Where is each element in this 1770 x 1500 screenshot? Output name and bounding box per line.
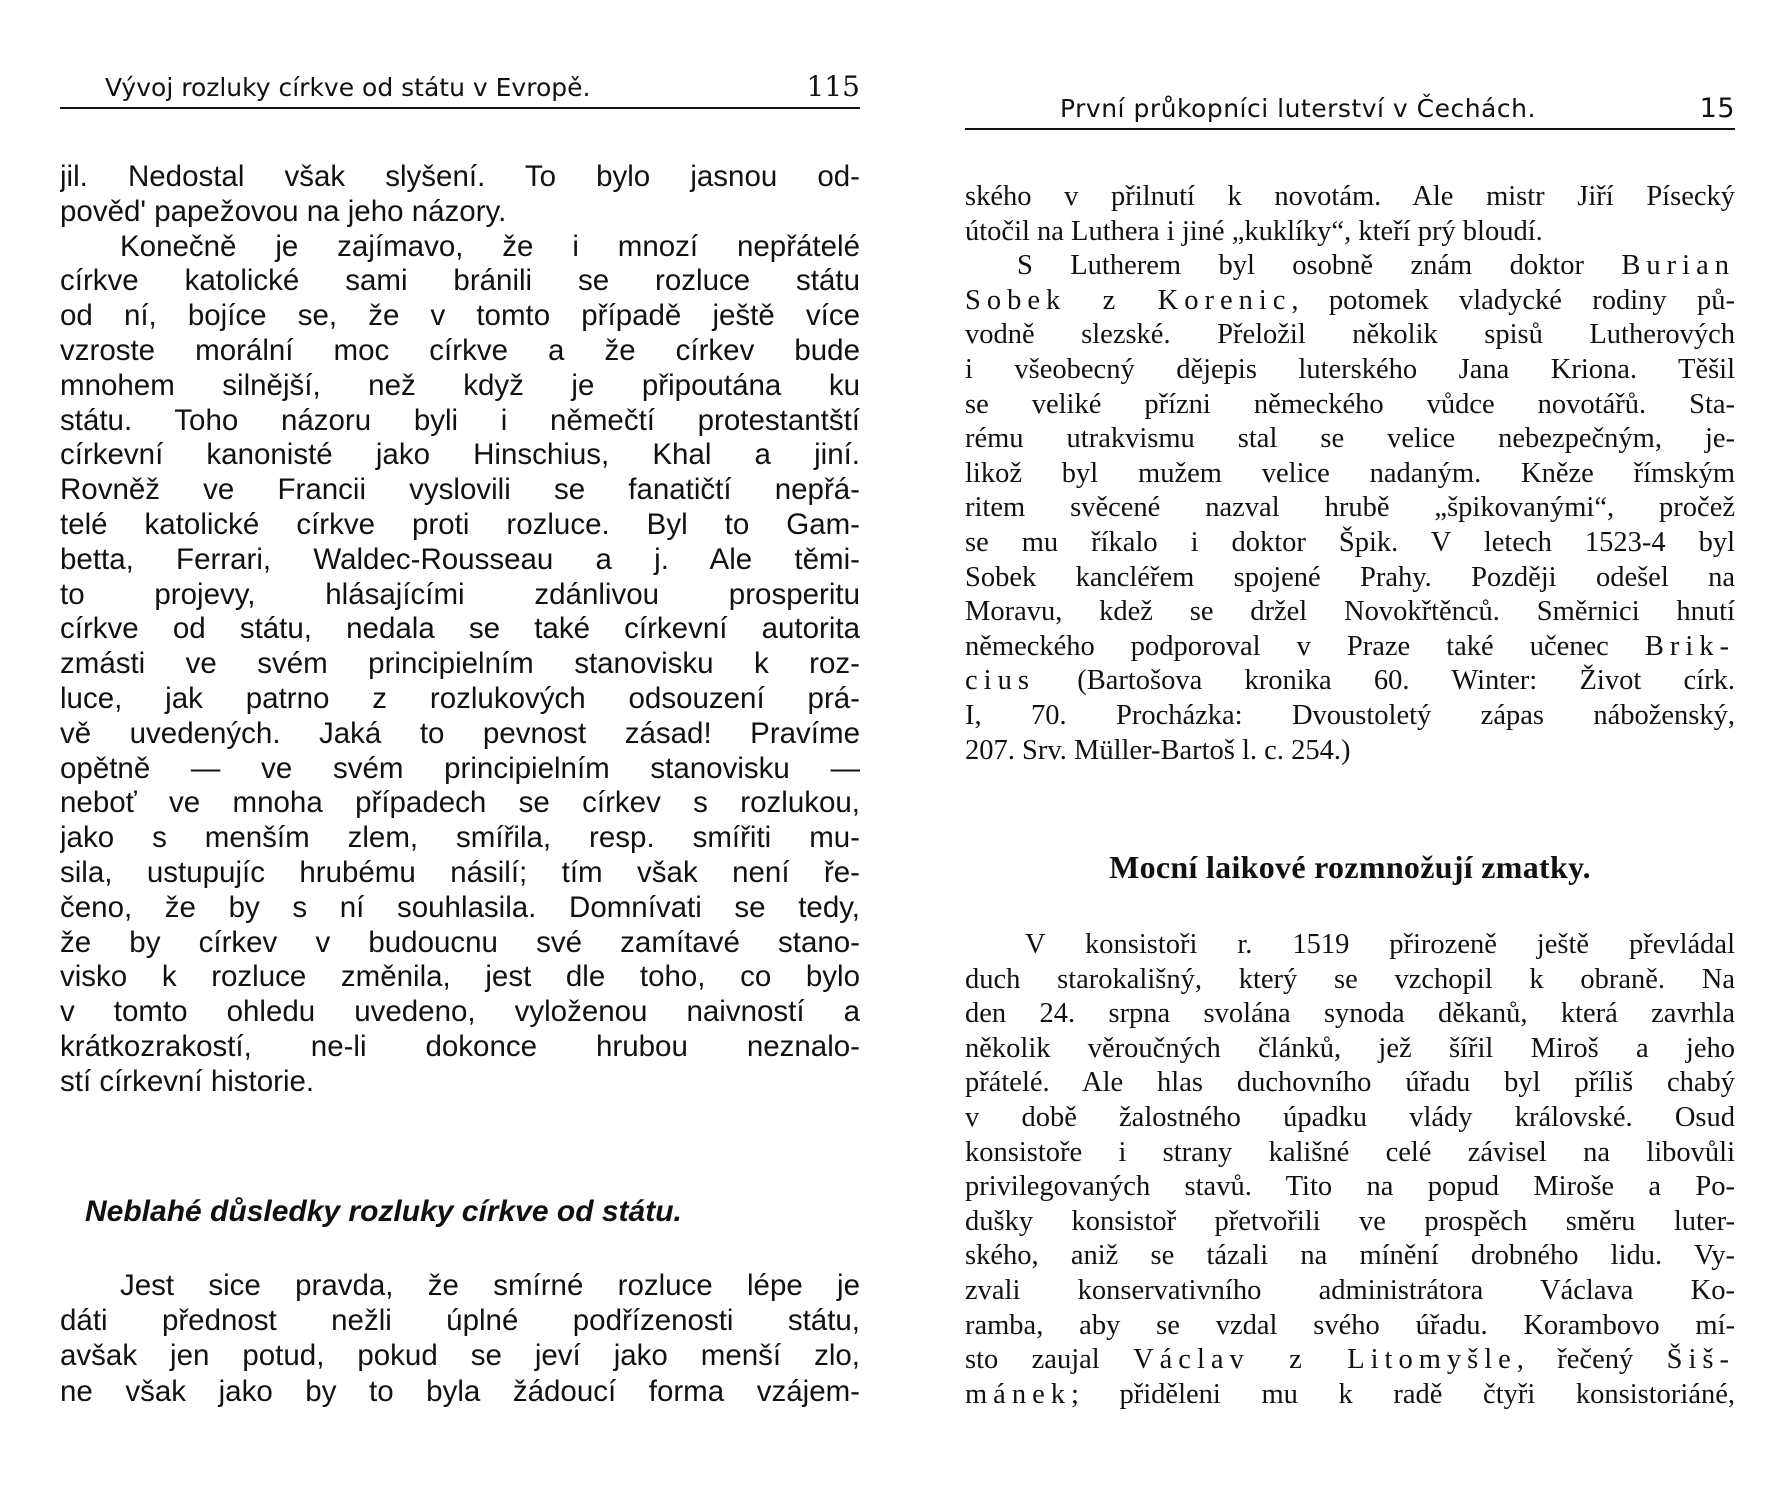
- text-line: Moravu, kdež se držel Novokřtěnců. Směrnici hnutí: [965, 596, 1735, 628]
- text-line: I, 70. Procházka: Dvoustoletý zápas náboženský,: [965, 699, 1735, 731]
- text-run: , potomek vladycké rodiny pů-: [1291, 284, 1735, 316]
- body-text-left: [60, 160, 860, 1100]
- text-run: , řečený: [1516, 1344, 1667, 1376]
- text-line: sila, ustupujíc hrubému násilí; tím však není ře-: [60, 855, 860, 889]
- text-line: ne však jako by to byla žádoucí forma vzájem-: [60, 1374, 860, 1408]
- text-line: i všeobecný dějepis luterského Jana Kriona. Těšil: [965, 353, 1735, 385]
- text-line: čeno, že by s ní souhlasila. Domnívati se tedy,: [60, 890, 860, 924]
- text-line: 207. Srv. Müller-Bartoš l. c. 254.): [965, 734, 1351, 766]
- text-line: luce, jak patrno z rozlukových odsouzení prá-: [60, 681, 860, 715]
- text-run: německého podporoval v Praze také učenec: [965, 630, 1645, 662]
- text-line: ramba, aby se vzdal svého úřadu. Korambovo mí-: [965, 1309, 1735, 1341]
- text-line: jil. Nedostal však slyšení. To bylo jasnou od-: [60, 160, 860, 193]
- person-name: Brik-: [1644, 630, 1735, 662]
- person-name: Šiš-: [1666, 1344, 1735, 1376]
- text-line: církve katolické sami bránili se rozluce státu: [60, 264, 860, 298]
- person-name: Burian: [1621, 250, 1735, 282]
- person-name: mánek: [965, 1378, 1071, 1410]
- text-line: několik věroučných článků, jež šířil Miroš a jeho: [965, 1032, 1735, 1064]
- text-line: v době žalostného úpadku vlády královské. Osud: [965, 1101, 1735, 1133]
- text-line: ského v přilnutí k novotám. Ale mistr Jiří Písecký: [965, 181, 1735, 212]
- running-head-right: [965, 93, 1735, 130]
- left-page: [60, 0, 860, 1500]
- text-run: S Lutherem byl osobně znám doktor: [1017, 250, 1622, 282]
- text-line: [965, 1343, 1735, 1378]
- text-line: stí církevní historie.: [60, 1064, 315, 1098]
- text-line: jako s menším zlem, smířila, resp. smířiti mu-: [60, 821, 860, 855]
- text-run: (Bartošova kronika 60. Winter: Život círk.: [1034, 665, 1735, 697]
- text-run: sto zaujal: [965, 1344, 1134, 1376]
- text-line: [965, 1378, 1735, 1413]
- text-line: to projevy, hlásajícími zdánlivou prosperitu: [60, 577, 860, 611]
- text-line: církevní kanonisté jako Hinschius, Khal a jiní.: [60, 438, 860, 472]
- text-line: vodně slezské. Přeložil několik spisů Lutherových: [965, 319, 1735, 351]
- text-line: [965, 664, 1735, 699]
- text-line: [965, 630, 1735, 665]
- text-line: Rovněž ve Francii vyslovili se fanatičtí nepřá-: [60, 473, 860, 507]
- body-text-left-continued: [60, 1268, 860, 1409]
- text-line: visko k rozluce změnila, jest dle toho, co bylo: [60, 960, 860, 994]
- text-line: od ní, bojíce se, že v tomto případě ještě více: [60, 299, 860, 333]
- text-line: že by církev v budoucnu své zamítavé stano-: [60, 925, 860, 959]
- person-name: cius: [965, 665, 1035, 697]
- text-line: privilegovaných stavů. Tito na popud Miroše a Po-: [965, 1171, 1735, 1203]
- text-line: vzroste morální moc církve a že církev bude: [60, 333, 860, 367]
- text-line: přátelé. Ale hlas duchovního úřadu byl příliš chabý: [965, 1067, 1735, 1099]
- text-line: betta, Ferrari, Waldec-Rousseau a j. Ale těmi-: [60, 542, 860, 576]
- text-line: vě uvedených. Jaká to pevnost zásad! Pravíme: [60, 716, 860, 750]
- text-line: rému utrakvismu stal se velice nebezpečným, je-: [965, 423, 1735, 455]
- body-text-right-continued: [965, 928, 1735, 1412]
- text-line: likož byl mužem velice nadaným. Kněze římským: [965, 457, 1735, 489]
- text-line: [965, 249, 1735, 284]
- text-line: útočil na Luthera i jiné „kuklíky“, kteří prý bloudí.: [965, 215, 1543, 247]
- text-line: státu. Toho názoru byli i němečtí protestantští: [60, 403, 860, 437]
- section-heading: Neblahé důsledky rozluky církve od státu.: [85, 1195, 682, 1228]
- text-line: zvali konservativního administrátora Václava Ko-: [965, 1274, 1735, 1306]
- text-line: se veliké přízni německého vůdce novotářů. Sta-: [965, 388, 1735, 420]
- text-line: Sobek kancléřem spojené Prahy. Později odešel na: [965, 561, 1735, 593]
- text-line: opětně — ve svém principielním stanovisku —: [60, 751, 860, 785]
- section-heading: Mocní laikové rozmnožují zmatky.: [1109, 849, 1591, 885]
- person-name: Sobek z Korenic: [965, 284, 1292, 316]
- text-line: telé katolické církve proti rozluce. Byl to Gam-: [60, 507, 860, 541]
- text-line: neboť ve mnoha případech se církev s rozlukou,: [60, 786, 860, 820]
- page-number: 115: [806, 70, 860, 103]
- body-text-right: [965, 180, 1735, 768]
- running-head-left: [60, 70, 860, 109]
- text-line: zmásti ve svém principielním stanovisku k roz-: [60, 647, 860, 681]
- page-number: 15: [1699, 93, 1735, 124]
- running-head-title: První průkopníci luterství v Čechách.: [1060, 94, 1536, 123]
- text-line: krátkozrakostí, ne-li dokonce hrubou neznalo-: [60, 1029, 860, 1063]
- text-line: ského, aniž se tázali na mínění drobného lidu. Vy-: [965, 1240, 1735, 1272]
- text-line: v tomto ohledu uvedeno, vyloženou naivností a: [60, 995, 860, 1029]
- person-name: Václav z Litomyšle: [1133, 1344, 1517, 1376]
- text-line: V konsistoři r. 1519 přirozeně ještě převládal: [1025, 929, 1735, 960]
- right-page: [965, 0, 1735, 1500]
- text-line: ritem svěcené nazval hrubě „špikovanými“, pročež: [965, 492, 1735, 524]
- text-line: mnohem silnější, než když je připoutána ku: [60, 368, 860, 402]
- text-line: církve od státu, nedala se také církevní autorita: [60, 612, 860, 646]
- text-line: Konečně je zajímavo, že i mnozí nepřátelé: [120, 229, 860, 263]
- text-line: avšak jen potud, pokud se jeví jako menší zlo,: [60, 1339, 860, 1373]
- text-line: [965, 284, 1735, 319]
- text-line: den 24. srpna svolána synoda děkanů, která zavrhla: [965, 998, 1735, 1030]
- text-line: konsistoře i strany kališné celé závisel na libovůli: [965, 1136, 1735, 1168]
- running-head-title: Vývoj rozluky církve od státu v Evropě.: [105, 73, 591, 102]
- text-line: Jest sice pravda, že smírné rozluce lépe je: [120, 1269, 860, 1302]
- text-run: ; přiděleni mu k radě čtyři konsistoriáné,: [1070, 1378, 1735, 1410]
- text-line: duch starokališný, který se vzchopil k obraně. Na: [965, 963, 1735, 995]
- text-line: dušky konsistoř přetvořili ve prospěch směru luter-: [965, 1205, 1735, 1237]
- text-line: se mu říkalo i doktor Špik. V letech 1523-4 byl: [965, 526, 1735, 558]
- text-line: dáti přednost nežli úplné podřízenosti státu,: [60, 1304, 860, 1338]
- text-line: pověd' papežovou na jeho názory.: [60, 194, 507, 228]
